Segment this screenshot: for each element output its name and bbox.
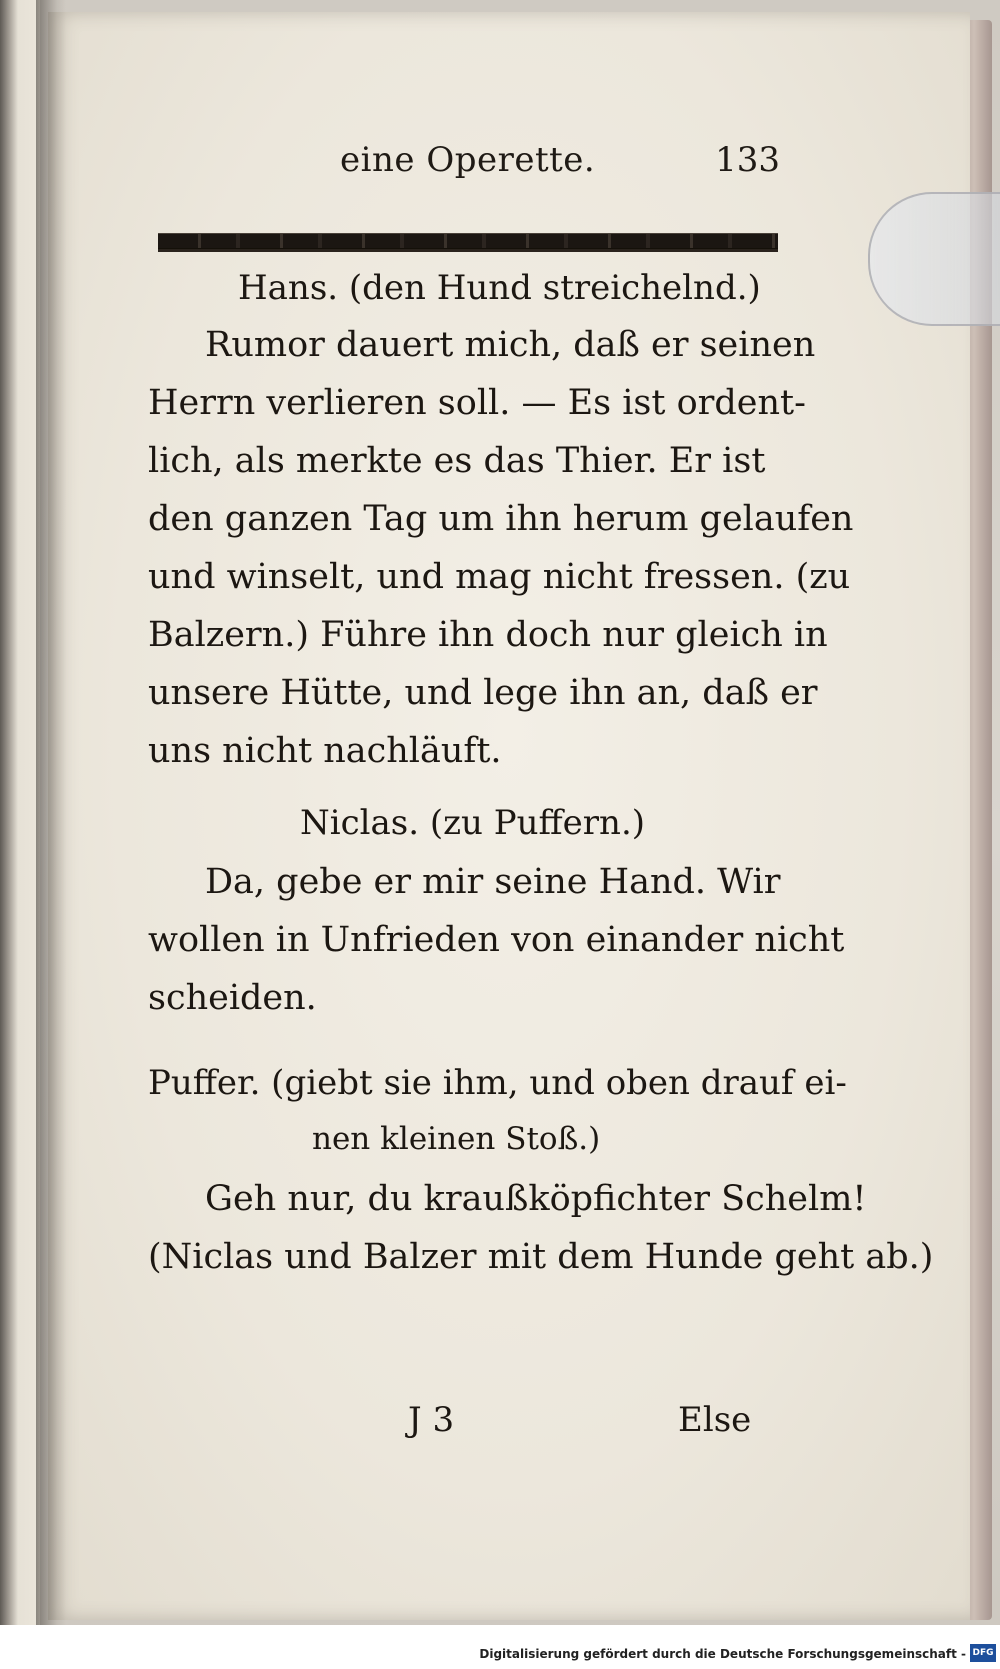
text-line: unsere Hütte, und lege ihn an, daß er: [148, 673, 818, 713]
text-line: Da, gebe er mir seine Hand. Wir: [205, 862, 781, 902]
stage-direction-continuation: nen kleinen Stoß.): [312, 1121, 601, 1157]
page-number: 133: [715, 140, 780, 180]
speaker-heading: Puffer. (giebt sie ihm, und oben drauf ei-: [148, 1063, 847, 1103]
funding-notice: Digitalisierung gefördert durch die Deutsche Forschungsgemeinschaft -: [479, 1647, 966, 1661]
text-line: Rumor dauert mich, daß er seinen: [205, 325, 816, 365]
page-holder-clip: [868, 192, 1000, 326]
speaker-heading: Niclas. (zu Puffern.): [300, 803, 646, 843]
catchword: Else: [678, 1400, 752, 1440]
speaker-heading: Hans. (den Hund streichelnd.): [238, 268, 761, 308]
header-rule-underline: [158, 249, 778, 252]
text-line: den ganzen Tag um ihn herum gelaufen: [148, 499, 854, 539]
text-line: uns nicht nachläuft.: [148, 731, 502, 771]
text-line: und winselt, und mag nicht fressen. (zu: [148, 557, 851, 597]
text-line: Balzern.) Führe ihn doch nur gleich in: [148, 615, 828, 655]
page-header: [340, 140, 780, 190]
text-line: Geh nur, du kraußköpfichter Schelm!: [205, 1179, 867, 1219]
text-line: scheiden.: [148, 978, 317, 1018]
running-title: eine Operette.: [340, 140, 596, 180]
dfg-logo: DFG: [970, 1644, 996, 1662]
previous-page-fragments: [6, 260, 36, 1460]
previous-page-edge: [0, 0, 40, 1625]
text-line: lich, als merkte es das Thier. Er ist: [148, 441, 766, 481]
text-line: wollen in Unfrieden von einander nicht: [148, 920, 845, 960]
header-rule: [158, 233, 778, 250]
signature-mark: J 3: [408, 1400, 455, 1440]
binding-shadow: [36, 0, 66, 1625]
text-line: Herrn verlieren soll. — Es ist ordent-: [148, 383, 806, 423]
stage-direction: (Niclas und Balzer mit dem Hunde geht ab.): [148, 1237, 934, 1277]
